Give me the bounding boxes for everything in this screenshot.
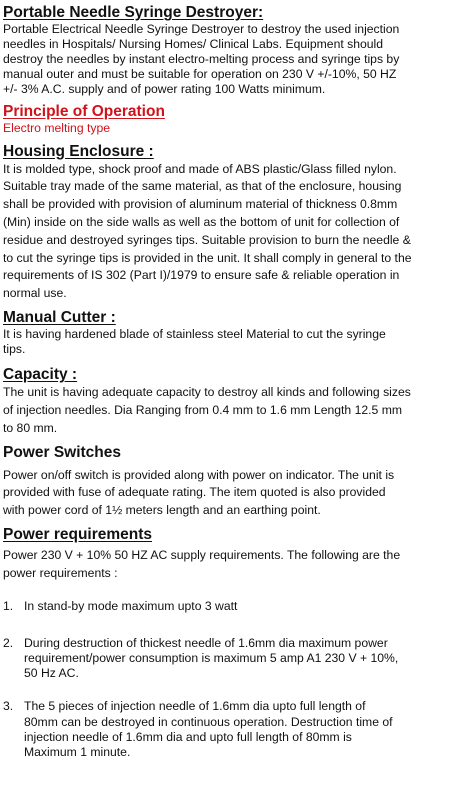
list-number: 1. (3, 598, 14, 613)
principle-text: Electro melting type (3, 121, 111, 136)
housing-line: shall be provided with provision of aluminum material of thickness 0.8mm (3, 197, 398, 212)
destroyer-line: Portable Electrical Needle Syringe Destroyer to destroy the used injection (3, 22, 400, 36)
destroyer-line: +/- 3% A.C. supply and of power rating 100 Watts minimum. (3, 82, 326, 97)
housing-line: requirements of IS 302 (Part I)/1979 to ensure safe & reliable operation in (3, 268, 400, 283)
list-line: 80mm can be destroyed in continuous operation. Destruction time of (24, 714, 393, 729)
capacity-line: to 80 mm. (3, 420, 58, 435)
housing-heading: Housing Enclosure : (3, 142, 154, 160)
principle-heading: Principle of Operation (3, 103, 165, 121)
list-number: 3. (3, 699, 14, 714)
housing-line: (Min) inside on the side walls as well as the bottom of unit for collection of (3, 214, 400, 229)
list-line: During destruction of thickest needle of 1.6mm dia maximum power (24, 635, 388, 650)
destroyer-line: needles in Hospitals/ Nursing Homes/ Clinical Labs. Equipment should (3, 37, 384, 52)
requirements-list (3, 599, 453, 761)
requirements-line: power requirements : (3, 565, 118, 580)
list-item (3, 636, 453, 682)
list-number: 2. (3, 635, 14, 650)
destroyer-line: destroy the needles by instant electro-melting process and syringe tips by (3, 52, 400, 67)
list-line: injection needle of 1.6mm dia and upto full length of 80mm is (24, 729, 352, 744)
requirements-heading: Power requirements (3, 525, 153, 543)
switches-line: with power cord of 1½ meters length and an earthing point. (3, 503, 321, 518)
housing-line: It is molded type, shock proof and made of ABS plastic/Glass filled nylon. (3, 161, 397, 176)
housing-line: Suitable tray made of the same material, as that of the enclosure, housing (3, 179, 402, 194)
switches-heading: Power Switches (3, 443, 122, 461)
destroyer-line: manual outer and must be suitable for operation on 230 V +/-10%, 50 HZ (3, 67, 397, 82)
capacity-line: The unit is having adequate capacity to destroy all kinds and following sizes (3, 385, 411, 400)
cutter-line: It is having hardened blade of stainless steel Material to cut the syringe (3, 326, 386, 341)
list-item (3, 699, 453, 760)
housing-line: residue and destroyed syringes tips. Suitable provision to burn the needle & (3, 232, 411, 247)
list-line: In stand-by mode maximum upto 3 watt (24, 598, 238, 613)
list-line: The 5 pieces of injection needle of 1.6mm dia upto full length of (24, 699, 366, 714)
list-item (3, 599, 453, 614)
destroyer-heading: Portable Needle Syringe Destroyer: (3, 4, 264, 21)
list-line: 50 Hz AC. (24, 666, 79, 681)
list-line: requirement/power consumption is maximum 5 amp A1 230 V + 10%, (24, 650, 399, 665)
housing-line: normal use. (3, 286, 67, 301)
cutter-heading: Manual Cutter : (3, 308, 116, 326)
capacity-line: of injection needles. Dia Ranging from 0.4 mm to 1.6 mm Length 12.5 mm (3, 402, 402, 417)
cutter-line: tips. (3, 342, 26, 357)
housing-line: to cut the syringe tips is provided in the unit. It shall comply in general to the (3, 250, 412, 265)
switches-line: Power on/off switch is provided along with power on indicator. The unit is (3, 467, 395, 482)
capacity-heading: Capacity : (3, 366, 78, 384)
switches-line: provided with fuse of adequate rating. The item quoted is also provided (3, 485, 386, 500)
requirements-line: Power 230 V + 10% 50 HZ AC supply requirements. The following are the (3, 547, 401, 562)
list-line: Maximum 1 minute. (24, 744, 131, 759)
